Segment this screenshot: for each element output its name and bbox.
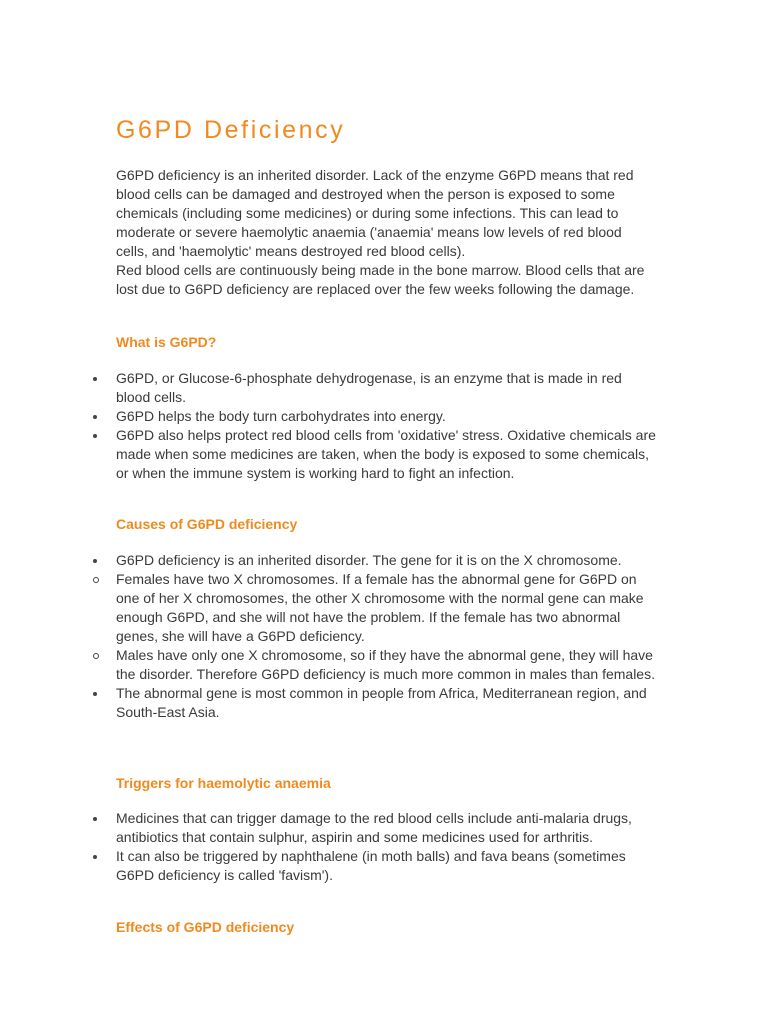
list-item-text: G6PD deficiency is an inherited disorder. The gene for it is on the X chromosome. bbox=[116, 552, 622, 568]
list-item-text: The abnormal gene is most common in people from Africa, Mediterranean region, and South-East Asia. bbox=[116, 685, 647, 720]
intro-paragraph-2: Red blood cells are continuously being made in the bone marrow. Blood cells that are lost due to G6PD deficiency are replaced over the few weeks following the damage. bbox=[116, 262, 645, 297]
list-item bbox=[116, 570, 656, 646]
list-item bbox=[116, 551, 656, 570]
list-item bbox=[116, 646, 656, 684]
list-item bbox=[116, 369, 656, 407]
list-item-text: It can also be triggered by naphthalene (in moth balls) and fava beans (sometimes G6PD deficiency is called 'favism'). bbox=[116, 848, 626, 883]
list-item bbox=[116, 847, 656, 885]
what-is-g6pd-list bbox=[116, 369, 656, 483]
list-item-text: G6PD helps the body turn carbohydrates into energy. bbox=[116, 408, 446, 424]
list-item-text: Medicines that can trigger damage to the red blood cells include anti-malaria drugs, antibiotics that contain sulphur, aspirin and some medicines used for arthritis. bbox=[116, 810, 632, 845]
list-item-text: Females have two X chromosomes. If a female has the abnormal gene for G6PD on one of her X chromosomes, the other X chromosome with the normal gene can make enough G6PD, and she will not have the problem. If the female has two abnormal genes, she will have a G6PD deficiency. bbox=[116, 571, 644, 644]
list-item bbox=[116, 809, 656, 847]
list-item-text: Males have only one X chromosome, so if they have the abnormal gene, they will have the disorder. Therefore G6PD deficiency is much more common in males than females. bbox=[116, 647, 655, 682]
page-title: G6PD Deficiency bbox=[116, 116, 346, 144]
heading-triggers: Triggers for haemolytic anaemia bbox=[116, 775, 331, 791]
intro-text bbox=[116, 166, 656, 299]
list-item-text: G6PD, or Glucose-6-phosphate dehydrogenase, is an enzyme that is made in red blood cells. bbox=[116, 370, 622, 405]
heading-causes: Causes of G6PD deficiency bbox=[116, 516, 298, 532]
heading-what-is-g6pd: What is G6PD? bbox=[116, 334, 217, 350]
list-item bbox=[116, 407, 656, 426]
list-item bbox=[116, 684, 656, 722]
intro-paragraph-1: G6PD deficiency is an inherited disorder. Lack of the enzyme G6PD means that red blood cells can be damaged and destroyed when the person is exposed to some chemicals (including some medicines) or during some infections. This can lead to moderate or severe haemolytic anaemia ('anaemia' means low levels of red blood cells, and 'haemolytic' means destroyed red blood cells). bbox=[116, 167, 634, 259]
causes-list bbox=[116, 551, 656, 722]
heading-effects: Effects of G6PD deficiency bbox=[116, 919, 295, 935]
triggers-list bbox=[116, 809, 656, 885]
list-item-text: G6PD also helps protect red blood cells from 'oxidative' stress. Oxidative chemicals are made when some medicines are taken, when the body is exposed to some chemicals, or when the immune system is working hard to fight an infection. bbox=[116, 427, 656, 481]
list-item bbox=[116, 426, 656, 483]
